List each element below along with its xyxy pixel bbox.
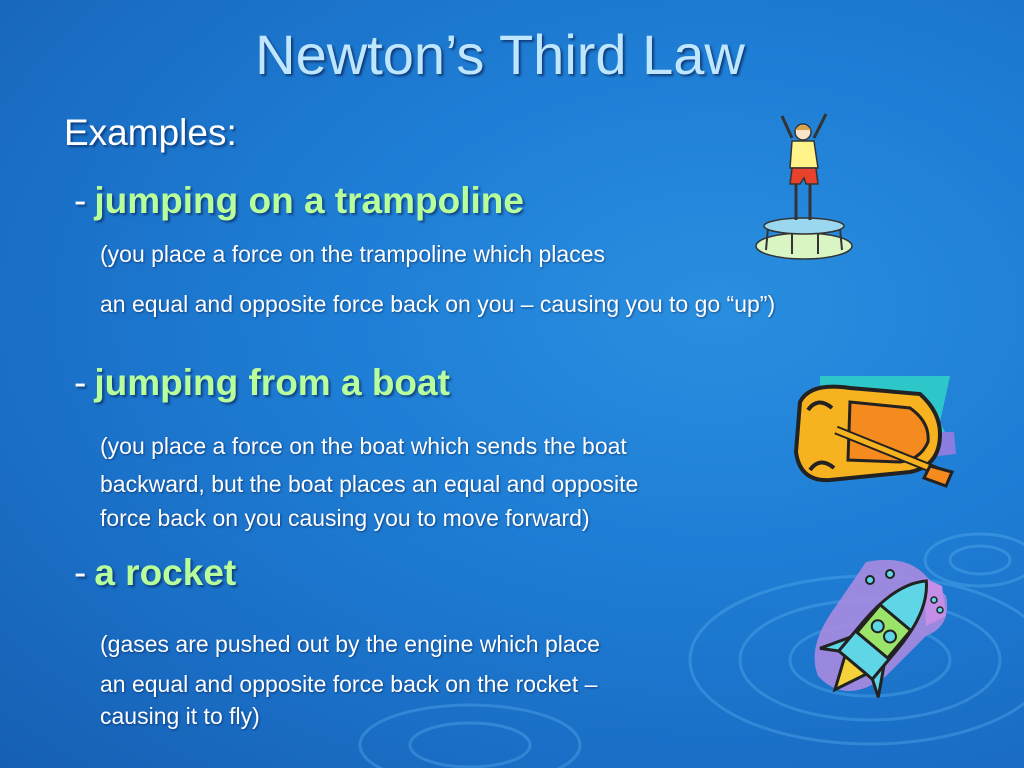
example-rocket-line-2: an equal and opposite force back on the rocket – — [100, 671, 598, 697]
example-boat-title — [74, 362, 450, 404]
example-trampoline-line-1: (you place a force on the trampoline which places — [100, 241, 606, 267]
bullet-dash: - — [74, 180, 87, 221]
example-rocket-line-1: (gases are pushed out by the engine which place — [100, 631, 600, 657]
examples-heading: Examples: — [64, 112, 237, 153]
example-name: jumping from a boat — [94, 362, 450, 403]
rocket-icon — [806, 556, 952, 716]
example-boat-line-2: backward, but the boat places an equal and opposite — [100, 471, 639, 497]
trampoline-jumper-icon — [752, 108, 856, 264]
rowboat-icon — [790, 372, 958, 492]
example-rocket-title — [74, 552, 236, 594]
example-trampoline-line-2: an equal and opposite force back on you – causing you to go “up”) — [100, 291, 776, 317]
example-boat-line-1: (you place a force on the boat which sends the boat — [100, 433, 627, 459]
slide-title: Newton’s Third Law — [255, 23, 745, 86]
example-name: jumping on a trampoline — [94, 180, 524, 221]
bullet-dash: - — [74, 552, 87, 593]
example-trampoline-title — [74, 180, 524, 222]
example-rocket-line-3: causing it to fly) — [100, 703, 260, 729]
bullet-dash: - — [74, 362, 87, 403]
example-name: a rocket — [94, 552, 237, 593]
example-boat-line-3: force back on you causing you to move forward) — [100, 505, 590, 531]
